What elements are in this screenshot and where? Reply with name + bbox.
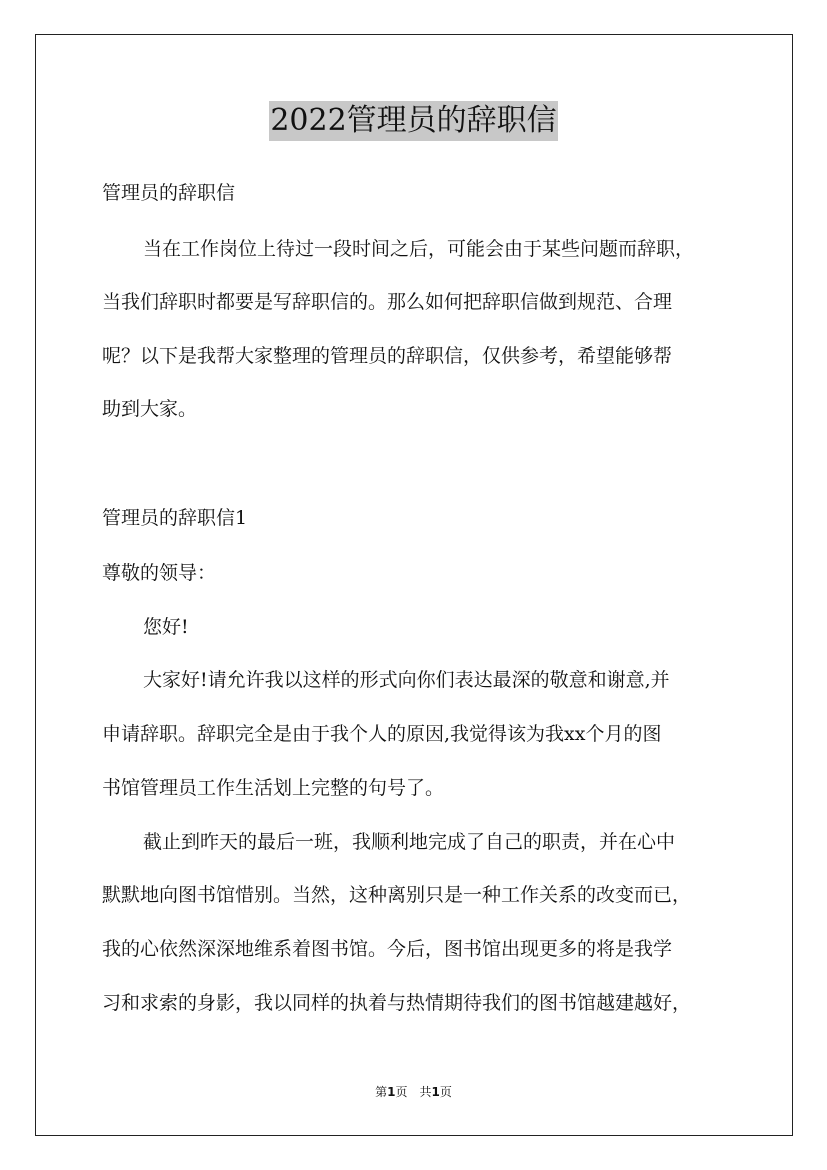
total-page-number: 1	[431, 1085, 440, 1099]
page-footer: 第1页 共1页	[375, 1085, 452, 1099]
salutation: 尊敬的领导：	[102, 562, 217, 584]
paragraph-line: 助到大家。	[102, 398, 198, 420]
document-title	[0, 100, 827, 141]
paragraph-line: 呢？以下是我帮大家整理的管理员的辞职信，仅供参考，希望能够帮	[102, 345, 673, 367]
paragraph-line: 当在工作岗位上待过一段时间之后，可能会由于某些问题而辞职，	[143, 238, 695, 260]
paragraph-line: 我的心依然深深地维系着图书馆。今后，图书馆出现更多的将是我学	[102, 938, 673, 960]
letter-heading: 管理员的辞职信1	[102, 507, 248, 529]
greeting: 您好!	[143, 616, 189, 638]
document-title-text: 2022管理员的辞职信	[269, 101, 557, 141]
current-page-number: 1	[387, 1085, 396, 1099]
paragraph-line: 习和求索的身影，我以同样的执着与热情期待我们的图书馆越建越好，	[102, 992, 692, 1014]
section-heading: 管理员的辞职信	[102, 182, 236, 204]
paragraph-line: 申请辞职。辞职完全是由于我个人的原因,我觉得该为我xx个月的图	[102, 723, 662, 745]
paragraph-line: 默默地向图书馆惜别。当然，这种离别只是一种工作关系的改变而已，	[102, 884, 692, 906]
paragraph-line: 截止到昨天的最后一班，我顺利地完成了自己的职责，并在心中	[143, 831, 676, 853]
paragraph-line: 当我们辞职时都要是写辞职信的。那么如何把辞职信做到规范、合理	[102, 291, 673, 313]
paragraph-line: 大家好!请允许我以这样的形式向你们表达最深的敬意和谢意,并	[143, 669, 670, 691]
paragraph-line: 书馆管理员工作生活划上完整的句号了。	[102, 777, 445, 799]
